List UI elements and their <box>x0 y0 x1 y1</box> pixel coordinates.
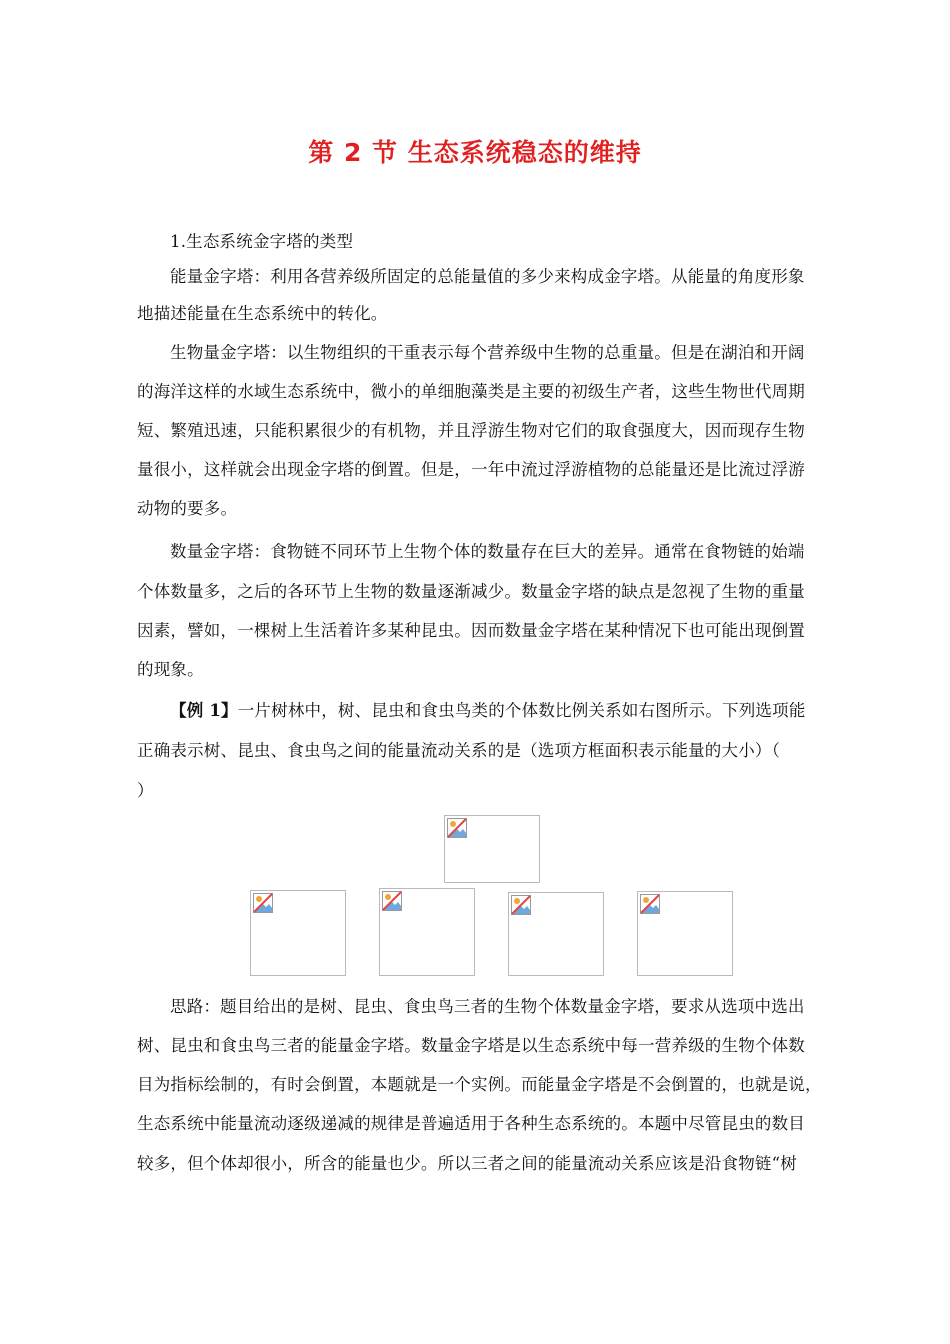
paragraph-line: 量很小，这样就会出现金字塔的倒置。但是，一年中流过浮游植物的总能量还是比流过浮游 <box>137 460 805 479</box>
broken-image-icon <box>253 893 273 913</box>
example-label: 【例 1】 <box>170 701 238 720</box>
example-text: 一片树林中，树、昆虫和食虫鸟类的个体数比例关系如右图所示。下列选项能 <box>237 701 806 720</box>
paragraph-line: 生物量金字塔：以生物组织的干重表示每个营养级中生物的总重量。但是在湖泊和开阔 <box>170 343 805 362</box>
page-title: 第 2 节 生态系统稳态的维持 <box>308 138 642 167</box>
paragraph-line: 动物的要多。 <box>137 499 238 518</box>
option-d-figure <box>637 891 733 976</box>
broken-image-icon <box>511 895 531 915</box>
broken-image-icon <box>382 891 402 911</box>
paragraph-line: 因素，譬如，一棵树上生活着许多某种昆虫。因而数量金字塔在某种情况下也可能出现倒置 <box>137 621 805 640</box>
analysis-line: 思路：题目给出的是树、昆虫、食虫鸟三者的生物个体数量金字塔，要求从选项中选出 <box>170 997 805 1016</box>
example-line: ） <box>137 781 154 800</box>
broken-image-icon <box>640 894 660 914</box>
example-line <box>170 697 850 721</box>
analysis-line: 目为指标绘制的，有时会倒置，本题就是一个实例。而能量金字塔是不会倒置的，也就是说， <box>137 1075 822 1094</box>
paragraph-line: 数量金字塔：食物链不同环节上生物个体的数量存在巨大的差异。通常在食物链的始端 <box>170 542 805 561</box>
section-heading: 1.生态系统金字塔的类型 <box>170 232 354 251</box>
paragraph-line: 能量金字塔：利用各营养级所固定的总能量值的多少来构成金字塔。从能量的角度形象 <box>170 267 805 286</box>
paragraph-line: 的海洋这样的水域生态系统中，微小的单细胞藻类是主要的初级生产者，这些生物世代周期 <box>137 382 805 401</box>
paragraph-line: 个体数量多，之后的各环节上生物的数量逐渐减少。数量金字塔的缺点是忽视了生物的重量 <box>137 582 805 601</box>
analysis-line: 树、昆虫和食虫鸟三者的能量金字塔。数量金字塔是以生态系统中每一营养级的生物个体数 <box>137 1036 805 1055</box>
option-b-figure <box>379 888 475 976</box>
analysis-line: 较多，但个体却很小，所含的能量也少。所以三者之间的能量流动关系应该是沿食物链“树 <box>137 1154 797 1173</box>
example-line: 正确表示树、昆虫、食虫鸟之间的能量流动关系的是（选项方框面积表示能量的大小）（ <box>137 741 781 760</box>
paragraph-line: 地描述能量在生态系统中的转化。 <box>137 304 388 323</box>
broken-image-icon <box>447 818 467 838</box>
option-a-figure <box>250 890 346 976</box>
analysis-line: 生态系统中能量流动逐级递减的规律是普遍适用于各种生态系统的。本题中尽管昆虫的数目 <box>137 1114 805 1133</box>
paragraph-line: 的现象。 <box>137 660 204 679</box>
option-c-figure <box>508 892 604 976</box>
question-figure <box>444 815 540 883</box>
paragraph-line: 短、繁殖迅速，只能积累很少的有机物，并且浮游生物对它们的取食强度大，因而现存生物 <box>137 421 805 440</box>
